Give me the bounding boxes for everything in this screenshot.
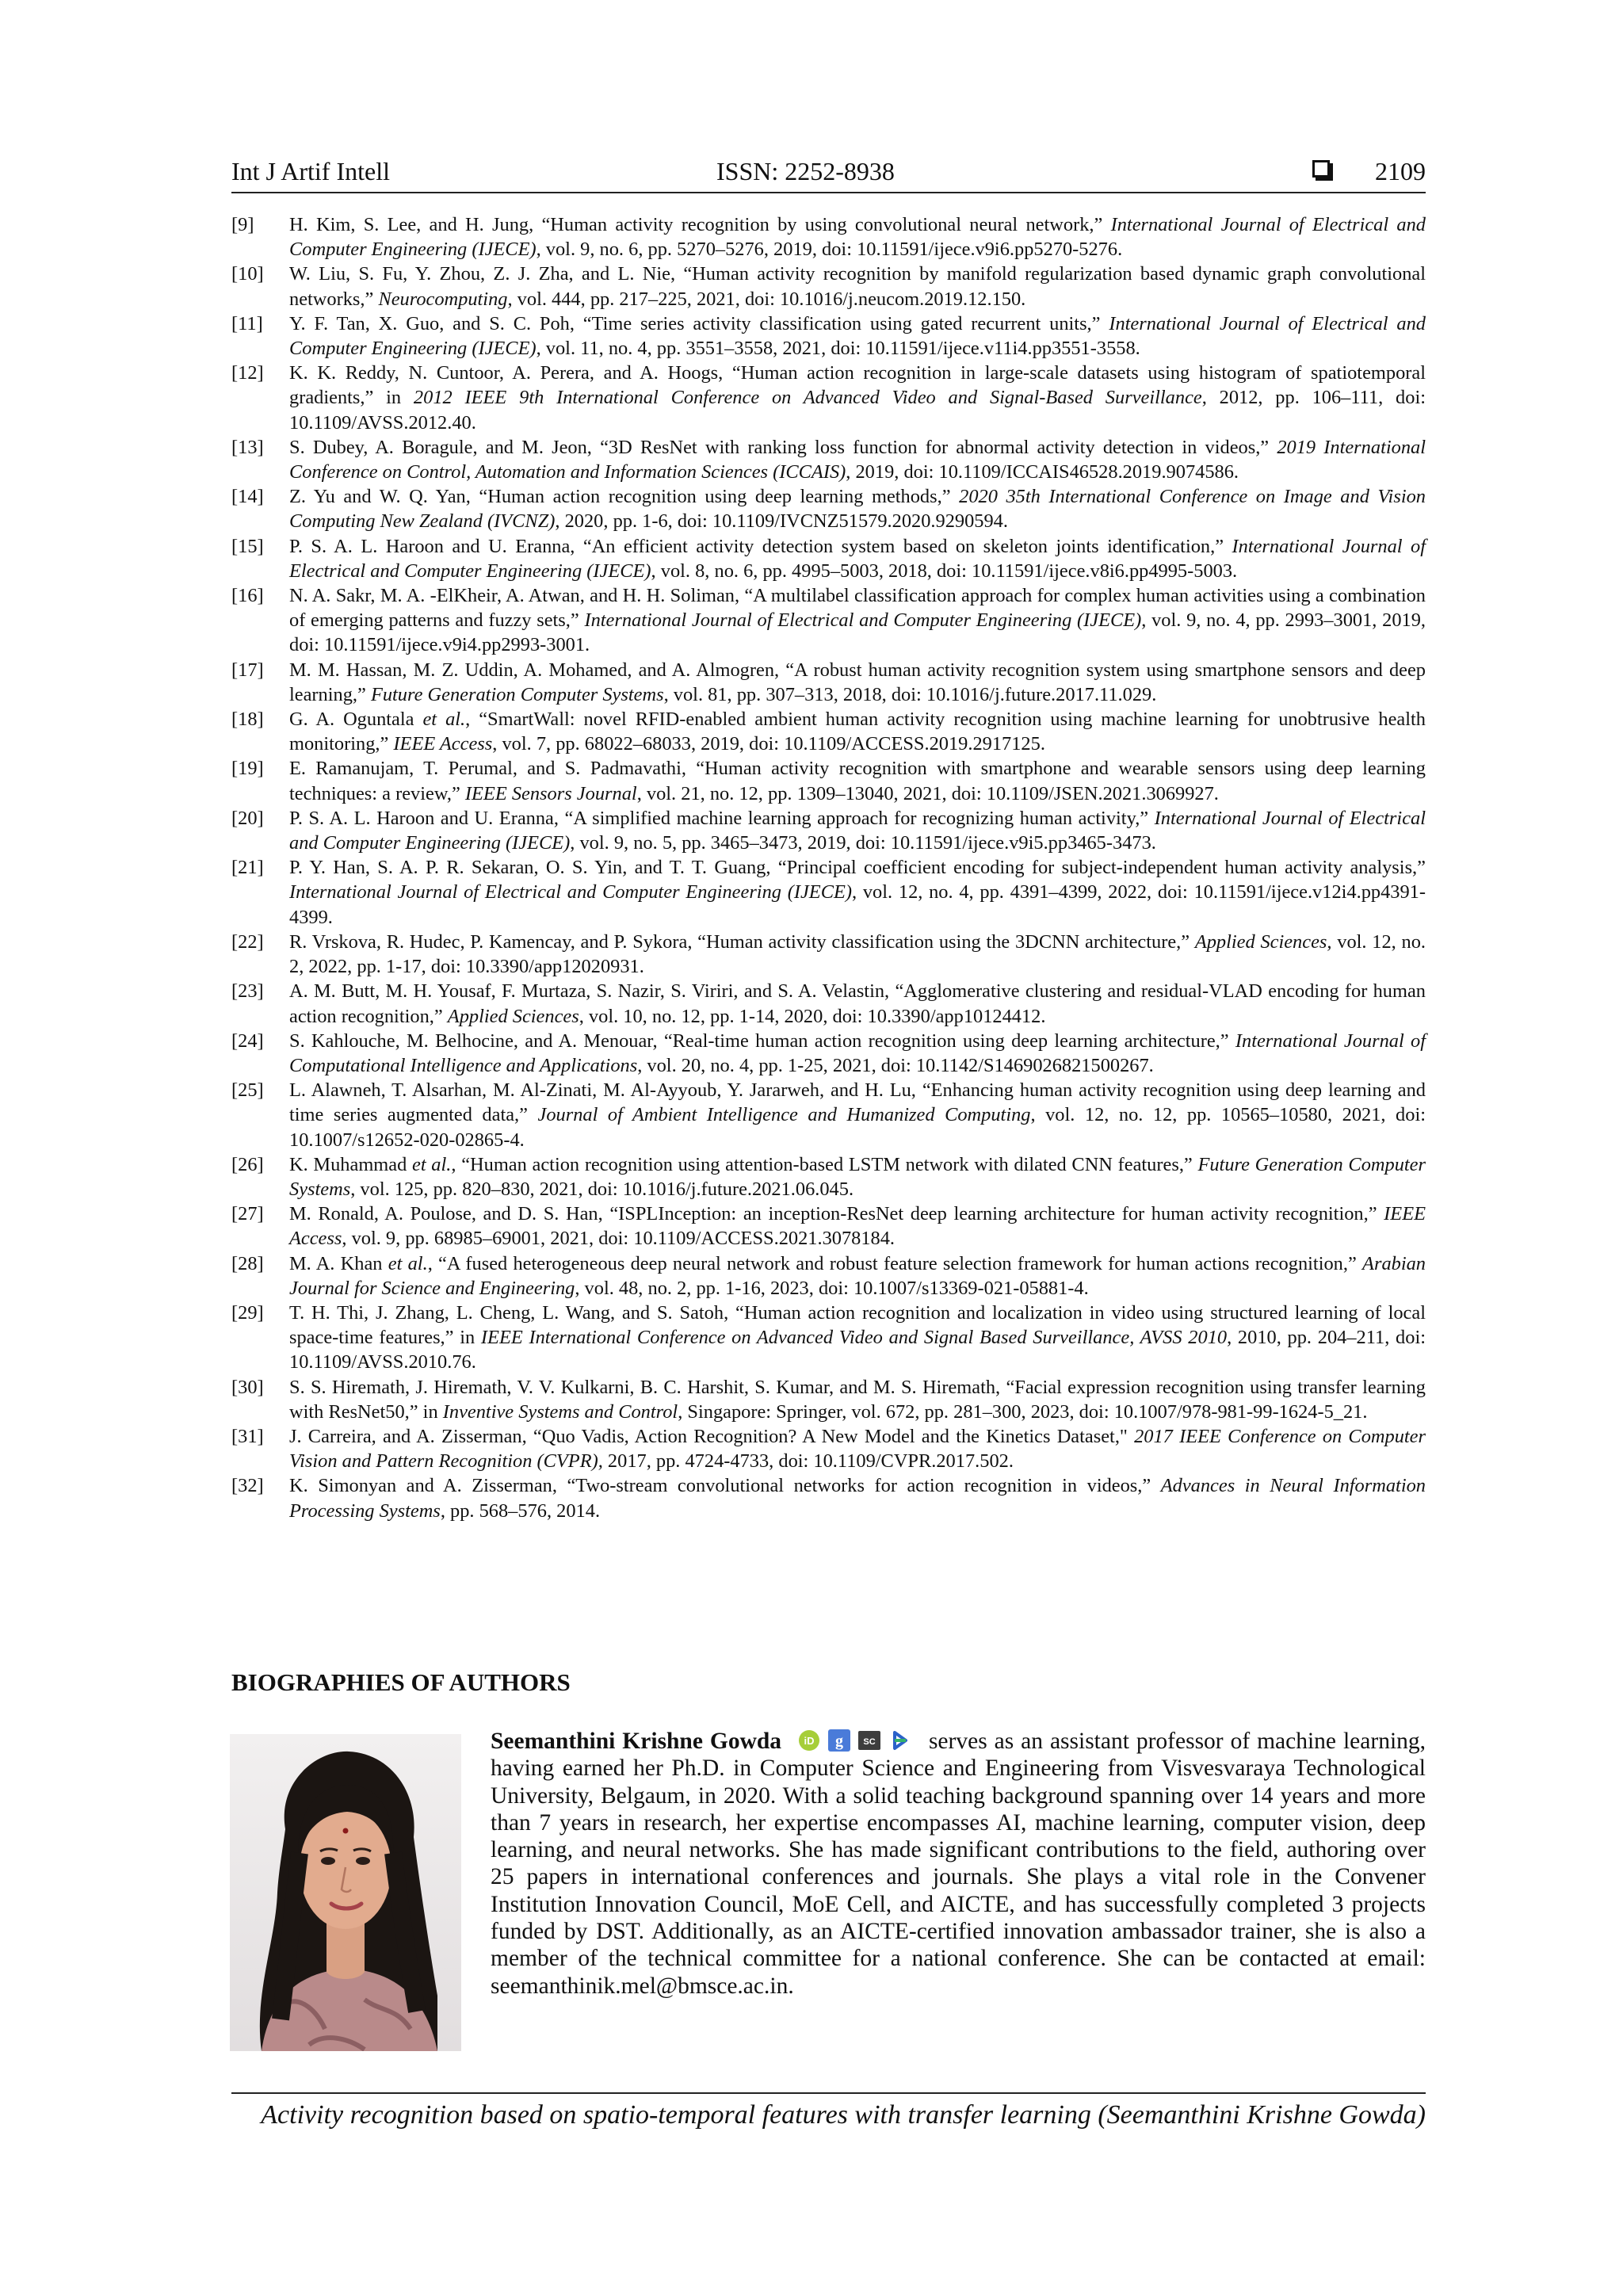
reference-number: [23] bbox=[231, 980, 264, 1003]
reference-number: [22] bbox=[231, 930, 264, 953]
reference-entry bbox=[231, 930, 1426, 979]
reference-entry bbox=[231, 1301, 1426, 1375]
reference-text: M. Ronald, A. Poulose, and D. S. Han, “ISPLInception: an inception-ResNet deep learning architecture for human activity recognition,” bbox=[289, 1203, 1384, 1225]
reference-source: IEEE Access bbox=[393, 733, 493, 755]
reference-source: 2012 IEEE 9th International Conference on Advanced Video and Signal-Based Surveillance bbox=[413, 387, 1202, 409]
reference-entry bbox=[231, 806, 1426, 855]
reference-number: [13] bbox=[231, 436, 264, 458]
reference-source: 2020 35th International Conference on Image and Vision Computing New Zealand (IVCNZ) bbox=[289, 486, 1426, 533]
reference-entry bbox=[231, 1473, 1426, 1522]
header-rule bbox=[231, 192, 1426, 193]
reference-source: 2017 IEEE Conference on Computer Vision and Pattern Recognition (CVPR), bbox=[289, 1425, 1426, 1473]
reference-number: [27] bbox=[231, 1203, 264, 1225]
reference-text: J. Carreira, and A. Zisserman, “Quo Vadis, Action Recognition? A New Model and the Kinetics Dataset," bbox=[289, 1425, 1135, 1447]
reference-source: Advances in Neural Information Processing Systems bbox=[289, 1475, 1426, 1522]
reference-text: E. Ramanujam, T. Perumal, and S. Padmavathi, “Human activity recognition with smartphone and wearable sensors using deep learning techniques: a review,” bbox=[289, 758, 1426, 804]
author-name: Seemanthini Krishne Gowda bbox=[491, 1729, 782, 1754]
reference-number: [11] bbox=[231, 312, 263, 334]
reference-entry bbox=[231, 1152, 1426, 1201]
reference-text: R. Vrskova, R. Hudec, P. Kamencay, and P. Sykora, “Human activity classification using the 3DCNN architecture,” bbox=[289, 930, 1195, 953]
reference-entry bbox=[231, 979, 1426, 1028]
reference-text: , pp. 568–576, 2014. bbox=[440, 1499, 601, 1522]
reference-source: et al. bbox=[412, 1153, 452, 1175]
page-header bbox=[231, 155, 1426, 192]
reference-text: , vol. 48, no. 2, pp. 1-16, 2023, doi: 10.1007/s13369-021-05881-4. bbox=[575, 1277, 1089, 1299]
reference-source: International Journal of Electrical and Computer Engineering (IJECE) bbox=[289, 881, 852, 904]
reference-text: , “SmartWall: novel RFID-enabled ambient human activity recognition using machine learning for unobtrusive health monitoring,” bbox=[289, 709, 1426, 755]
reference-text: L. Alawneh, T. Alsarhan, M. Al-Zinati, M. Al-Ayyoub, Y. Jararweh, and H. Lu, “Enhancing human activity recognition using deep learning and time series augmented data,” bbox=[289, 1079, 1426, 1126]
reference-source: IEEE International Conference on Advanced Video and Signal Based Surveillance, AVSS 2010 bbox=[480, 1327, 1228, 1349]
reference-entry bbox=[231, 1251, 1426, 1301]
reference-source: Arabian Journal for Science and Engineering bbox=[289, 1252, 1426, 1299]
reference-text: S. Kahlouche, M. Belhocine, and A. Menouar, “Real-time human action recognition using deep learning architecture,” bbox=[289, 1030, 1235, 1052]
orcid-icon[interactable] bbox=[798, 1729, 820, 1752]
reference-source: et al. bbox=[422, 709, 466, 731]
reference-text: N. A. Sakr, M. A. -ElKheir, A. Atwan, and H. H. Soliman, “A multilabel classification approach for complex human activities using a combination of emerging patterns and fuzzy sets,” bbox=[289, 585, 1426, 632]
reference-text: , 2010, pp. 204–211, doi: 10.1109/AVSS.2010.76. bbox=[289, 1327, 1426, 1373]
reference-text: Y. F. Tan, X. Guo, and S. C. Poh, “Time series activity classification using gated recurrent units,” bbox=[289, 312, 1109, 334]
reference-number: [26] bbox=[231, 1153, 264, 1175]
page-box-icon bbox=[1312, 160, 1330, 178]
author-photo bbox=[230, 1734, 461, 2051]
reference-text: , vol. 7, pp. 68022–68033, 2019, doi: 10.1109/ACCESS.2019.2917125. bbox=[492, 733, 1045, 755]
profile-icons bbox=[798, 1729, 911, 1752]
reference-source: International Journal of Electrical and Computer Engineering (IJECE) bbox=[289, 535, 1426, 582]
reference-source: International Journal of Electrical and Computer Engineering (IJECE) bbox=[289, 312, 1426, 360]
reference-text: T. H. Thi, J. Zhang, L. Cheng, L. Wang, and S. Satoh, “Human action recognition and localization in video using structured learning of local space-time features,” in bbox=[289, 1301, 1426, 1349]
reference-number: [20] bbox=[231, 807, 264, 829]
reference-text: , vol. 9, no. 4, pp. 2993–3001, 2019, doi: 10.11591/ijece.v9i4.pp2993-3001. bbox=[289, 609, 1426, 656]
reference-number: [10] bbox=[231, 263, 264, 285]
reference-text: , Singapore: Springer, vol. 672, pp. 281–300, 2023, doi: 10.1007/978-981-99-1624-5_21. bbox=[678, 1400, 1368, 1423]
reference-entry bbox=[231, 1201, 1426, 1251]
biographies-heading: BIOGRAPHIES OF AUTHORS bbox=[231, 1668, 571, 1696]
reference-source: International Journal of Electrical and Computer Engineering (IJECE) bbox=[584, 609, 1142, 632]
reference-number: [14] bbox=[231, 486, 264, 508]
reference-source: Applied Sciences, bbox=[1194, 930, 1332, 953]
bio-text: serves as an assistant professor of machine learning, having earned her Ph.D. in Computer Science and Engineering from Visvesvaraya Technological University, Belgaum, in 2020. With a solid teaching background spanning over 14 years and more than 7 years in research, her expertise encompasses AI, machine learning, computer vision, deep learning, and neural networks. She has made significant contributions to the field, authoring over 25 papers in international conferences and journals. She plays a vital role in the Convener Institution Innovation Council, MoE Cell, and AICTE, and has successfully completed 3 projects funded by DST. Additionally, as an AICTE-certified innovation ambassador trainer, she is also a member of the technical committee for a national conference. She can be contacted at email: seemanthinik.mel@bmsce.ac.in. bbox=[491, 1729, 1426, 1999]
reference-text: , vol. 21, no. 12, pp. 1309–13040, 2021, doi: 10.1109/JSEN.2021.3069927. bbox=[636, 782, 1219, 804]
reference-source: IEEE Access bbox=[289, 1203, 1426, 1250]
reference-source: IEEE Sensors Journal bbox=[464, 782, 637, 804]
reference-text: , vol. 12, no. 12, pp. 10565–10580, 2021, doi: 10.1007/s12652-020-02865-4. bbox=[289, 1104, 1426, 1151]
reference-source: Future Generation Computer Systems bbox=[370, 683, 664, 705]
reference-list bbox=[231, 212, 1426, 1523]
reference-text: G. A. Oguntala bbox=[289, 709, 423, 731]
reference-source: Journal of Ambient Intelligence and Humanized Computing bbox=[537, 1104, 1031, 1126]
reference-text: vol. 12, no. 2, 2022, pp. 1-17, doi: 10.3390/app12020931. bbox=[289, 930, 1426, 978]
reference-number: [32] bbox=[231, 1475, 264, 1497]
reference-number: [17] bbox=[231, 659, 264, 681]
reference-text: , vol. 20, no. 4, pp. 1-25, 2021, doi: 10.1142/S1469026821500267. bbox=[637, 1054, 1154, 1076]
reference-number: [12] bbox=[231, 362, 264, 384]
reference-entry bbox=[231, 1029, 1426, 1078]
svg-text:SC: SC bbox=[863, 1737, 876, 1747]
reference-number: [25] bbox=[231, 1079, 264, 1102]
reference-entry bbox=[231, 1424, 1426, 1473]
reference-number: [18] bbox=[231, 709, 264, 731]
reference-text: , vol. 8, no. 6, pp. 4995–5003, 2018, doi: 10.11591/ijece.v8i6.pp4995-5003. bbox=[651, 560, 1238, 582]
reference-number: [29] bbox=[231, 1301, 264, 1324]
publons-icon[interactable] bbox=[888, 1729, 911, 1752]
reference-entry bbox=[231, 311, 1426, 361]
reference-number: [30] bbox=[231, 1376, 264, 1398]
reference-text: K. Simonyan and A. Zisserman, “Two-stream convolutional networks for action recognition in videos,” bbox=[289, 1475, 1161, 1497]
svg-text:g: g bbox=[835, 1733, 843, 1750]
reference-text: A. M. Butt, M. H. Yousaf, F. Murtaza, S. Nazir, S. Viriri, and S. A. Velastin, “Agglomerative clustering and residual-VLAD encoding for human action recognition,” bbox=[289, 980, 1426, 1027]
page-number: 2109 bbox=[1375, 157, 1426, 185]
reference-entry bbox=[231, 756, 1426, 805]
reference-text: P. Y. Han, S. A. P. R. Sekaran, O. S. Yin, and T. T. Guang, “Principal coefficient encoding for subject-independent human activity analysis,” bbox=[289, 857, 1426, 879]
reference-text: 2017, pp. 4724-4733, doi: 10.1109/CVPR.2017.502. bbox=[602, 1450, 1014, 1473]
reference-source: Inventive Systems and Control bbox=[442, 1400, 678, 1423]
reference-entry bbox=[231, 534, 1426, 583]
reference-number: [16] bbox=[231, 585, 264, 607]
reference-text: S. Dubey, A. Boragule, and M. Jeon, “3D ResNet with ranking loss function for abnormal activity detection in videos,” bbox=[289, 436, 1277, 458]
footer-rule bbox=[231, 2092, 1426, 2094]
reference-entry bbox=[231, 212, 1426, 262]
reference-text: , vol. 10, no. 12, pp. 1-14, 2020, doi: 10.3390/app10124412. bbox=[579, 1005, 1046, 1027]
author-biography bbox=[491, 1728, 1426, 2000]
reference-text: W. Liu, S. Fu, Y. Zhou, Z. J. Zha, and L. Nie, “Human activity recognition by manifold regularization based dynamic graph convolutional networks,” bbox=[289, 263, 1426, 310]
reference-number: [21] bbox=[231, 857, 264, 879]
reference-number: [15] bbox=[231, 535, 264, 557]
reference-entry bbox=[231, 435, 1426, 484]
reference-text: , vol. 9, no. 5, pp. 3465–3473, 2019, doi: 10.11591/ijece.v9i5.pp3465-3473. bbox=[570, 832, 1156, 854]
reference-text: , 2012, pp. 106–111, doi: 10.1109/AVSS.2012.40. bbox=[289, 387, 1426, 434]
reference-source: International Journal of Electrical and Computer Engineering (IJECE) bbox=[289, 807, 1426, 854]
reference-text: , “A fused heterogeneous deep neural network and robust feature selection framework for human actions recognition,” bbox=[427, 1252, 1363, 1274]
reference-source: 2019 International Conference on Control, Automation and Information Sciences (ICCAIS) bbox=[289, 436, 1426, 483]
journal-name: Int J Artif Intell bbox=[231, 157, 390, 185]
reference-number: [24] bbox=[231, 1030, 264, 1052]
reference-entry bbox=[231, 583, 1426, 658]
reference-text: K. Muhammad bbox=[289, 1153, 412, 1175]
reference-entry bbox=[231, 1078, 1426, 1152]
reference-text: , vol. 125, pp. 820–830, 2021, doi: 10.1016/j.future.2021.06.045. bbox=[350, 1178, 854, 1200]
reference-entry bbox=[231, 707, 1426, 756]
reference-text: , 2019, doi: 10.1109/ICCAIS46528.2019.9074586. bbox=[846, 461, 1239, 483]
reference-text: , “Human action recognition using attention-based LSTM network with dilated CNN features,” bbox=[451, 1153, 1198, 1175]
reference-entry bbox=[231, 484, 1426, 533]
reference-text: M. M. Hassan, M. Z. Uddin, A. Mohamed, and A. Almogren, “A robust human activity recognition system using smartphone sensors and deep learning,” bbox=[289, 659, 1426, 705]
reference-text: , vol. 11, no. 4, pp. 3551–3558, 2021, doi: 10.11591/ijece.v11i4.pp3551-3558. bbox=[536, 338, 1140, 360]
issn: ISSN: 2252-8938 bbox=[716, 157, 895, 185]
running-title: Activity recognition based on spatio-temporal features with transfer learning (Seemanthini Krishne Gowda) bbox=[261, 2100, 1426, 2130]
reference-source: International Journal of Electrical and Computer Engineering (IJECE) bbox=[289, 214, 1426, 261]
reference-entry bbox=[231, 361, 1426, 435]
reference-text: , 2020, pp. 1-6, doi: 10.1109/IVCNZ51579.2020.9290594. bbox=[555, 510, 1008, 533]
reference-number: [28] bbox=[231, 1252, 264, 1274]
reference-text: S. S. Hiremath, J. Hiremath, V. V. Kulkarni, B. C. Harshit, S. Kumar, and M. S. Hiremath, “Facial expression recognition using transfer learning with ResNet50,” in bbox=[289, 1376, 1426, 1423]
reference-number: [19] bbox=[231, 758, 264, 780]
reference-source: et al. bbox=[388, 1252, 428, 1274]
reference-number: [9] bbox=[231, 214, 254, 235]
reference-number: [31] bbox=[231, 1425, 264, 1447]
svg-text:iD: iD bbox=[804, 1735, 815, 1747]
reference-text: Z. Yu and W. Q. Yan, “Human action recognition using deep learning methods,” bbox=[289, 486, 960, 508]
reference-text: , vol. 81, pp. 307–313, 2018, doi: 10.1016/j.future.2017.11.029. bbox=[663, 683, 1157, 705]
reference-text: M. A. Khan bbox=[289, 1252, 388, 1274]
reference-entry bbox=[231, 855, 1426, 930]
reference-text: P. S. A. L. Haroon and U. Eranna, “A simplified machine learning approach for recognizing human activity,” bbox=[289, 807, 1155, 829]
reference-text: H. Kim, S. Lee, and H. Jung, “Human activity recognition by using convolutional neural network,” bbox=[289, 214, 1111, 235]
reference-source: Applied Sciences bbox=[447, 1005, 579, 1027]
reference-entry bbox=[231, 1375, 1426, 1424]
reference-source: Future Generation Computer Systems bbox=[289, 1153, 1426, 1200]
reference-text: , vol. 444, pp. 217–225, 2021, doi: 10.1016/j.neucom.2019.12.150. bbox=[507, 288, 1026, 310]
reference-source: Neurocomputing bbox=[378, 288, 508, 310]
scopus-icon[interactable] bbox=[858, 1729, 880, 1752]
google-scholar-icon[interactable] bbox=[828, 1729, 850, 1752]
reference-entry bbox=[231, 262, 1426, 311]
reference-text: K. K. Reddy, N. Cuntoor, A. Perera, and A. Hoogs, “Human action recognition in large-scale datasets using histogram of spatiotemporal gradients,” in bbox=[289, 362, 1426, 409]
reference-text: , vol. 9, pp. 68985–69001, 2021, doi: 10.1109/ACCESS.2021.3078184. bbox=[342, 1228, 896, 1250]
reference-entry bbox=[231, 658, 1426, 707]
reference-source: International Journal of Computational Intelligence and Applications bbox=[289, 1030, 1426, 1076]
reference-text: , vol. 12, no. 4, pp. 4391–4399, 2022, doi: 10.11591/ijece.v12i4.pp4391-4399. bbox=[289, 881, 1426, 928]
reference-text: , vol. 9, no. 6, pp. 5270–5276, 2019, doi: 10.11591/ijece.v9i6.pp5270-5276. bbox=[536, 239, 1123, 261]
reference-text: P. S. A. L. Haroon and U. Eranna, “An efficient activity detection system based on skeleton joints identification,” bbox=[289, 535, 1232, 557]
